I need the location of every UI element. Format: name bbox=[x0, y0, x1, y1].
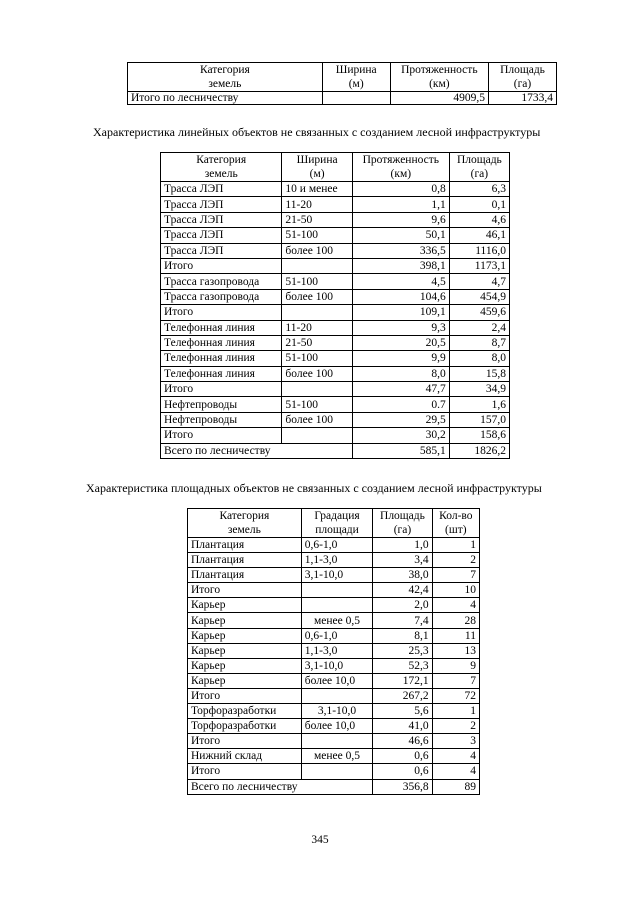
table-row bbox=[188, 598, 480, 613]
table-cell: 1,1-3,0 bbox=[301, 553, 372, 568]
table-row bbox=[161, 397, 510, 412]
table-cell: 4 bbox=[432, 598, 479, 613]
header-cell: Площадь (га) bbox=[373, 509, 432, 538]
table-cell: 21-50 bbox=[282, 212, 352, 227]
table-cell: 459,6 bbox=[449, 305, 509, 320]
table-cell: Трасса ЛЭП bbox=[161, 182, 282, 197]
table-cell: 34,9 bbox=[449, 382, 509, 397]
table-cell: Телефонная линия bbox=[161, 366, 282, 381]
table-cell: 1,1 bbox=[352, 197, 449, 212]
table-cell: 46,6 bbox=[373, 734, 432, 749]
table-cell: 4,6 bbox=[449, 212, 509, 227]
table-cell: более 10,0 bbox=[301, 673, 372, 688]
table-cell bbox=[282, 382, 352, 397]
table-cell: 4 bbox=[432, 764, 479, 779]
area-header-row bbox=[188, 509, 480, 538]
table-cell: 8,7 bbox=[449, 335, 509, 350]
table-cell: 25,3 bbox=[373, 643, 432, 658]
table-cell: Итого bbox=[188, 583, 302, 598]
table-cell: 7 bbox=[432, 568, 479, 583]
table-cell: Карьер bbox=[188, 673, 302, 688]
table-cell: более 10,0 bbox=[301, 719, 372, 734]
table-cell bbox=[282, 428, 352, 443]
table-row bbox=[188, 673, 480, 688]
table-cell: 398,1 bbox=[352, 258, 449, 273]
table-row bbox=[188, 719, 480, 734]
table-cell: Итого bbox=[188, 764, 302, 779]
table-cell: 41,0 bbox=[373, 719, 432, 734]
total-area: 1733,4 bbox=[489, 92, 557, 105]
table-cell: Итого bbox=[161, 305, 282, 320]
table-row bbox=[161, 228, 510, 243]
total-length: 4909,5 bbox=[390, 92, 488, 105]
table-cell: 4 bbox=[432, 749, 479, 764]
table-cell: Нижний склад bbox=[188, 749, 302, 764]
total-row bbox=[161, 443, 510, 458]
header-cell: Кол-во (шт) bbox=[432, 509, 479, 538]
table-cell: 0,8 bbox=[352, 182, 449, 197]
table-cell: 0.7 bbox=[352, 397, 449, 412]
table-cell: Трасса ЛЭП bbox=[161, 212, 282, 227]
table-cell: 109,1 bbox=[352, 305, 449, 320]
total-value: 1826,2 bbox=[449, 443, 509, 458]
header-cell: Ширина (м) bbox=[282, 153, 352, 182]
table-cell: 336,5 bbox=[352, 243, 449, 258]
table-cell: Карьер bbox=[188, 613, 302, 628]
table-cell: 5,6 bbox=[373, 704, 432, 719]
table-cell: Карьер bbox=[188, 598, 302, 613]
table-cell: Плантация bbox=[188, 553, 302, 568]
table-row bbox=[188, 704, 480, 719]
table-cell: 8,0 bbox=[352, 366, 449, 381]
table-cell: 46,1 bbox=[449, 228, 509, 243]
table-row bbox=[188, 628, 480, 643]
table-cell: 15,8 bbox=[449, 366, 509, 381]
table-cell: Трасса ЛЭП bbox=[161, 228, 282, 243]
table-cell: менее 0,5 bbox=[301, 749, 372, 764]
table-cell: 1,6 bbox=[449, 397, 509, 412]
linear-objects-caption: Характеристика линейных объектов не связанных с созданием лесной инфраструктуры bbox=[93, 125, 541, 139]
table-cell: 10 bbox=[432, 583, 479, 598]
table-cell: Трасса газопровода bbox=[161, 289, 282, 304]
table-cell: Телефонная линия bbox=[161, 351, 282, 366]
table-cell: более 100 bbox=[282, 366, 352, 381]
table-cell bbox=[301, 583, 372, 598]
table-cell: 1 bbox=[432, 704, 479, 719]
table-cell: 30,2 bbox=[352, 428, 449, 443]
table-cell: 157,0 bbox=[449, 412, 509, 427]
table-row bbox=[161, 351, 510, 366]
table-row bbox=[161, 412, 510, 427]
header-cell: Протяженность (км) bbox=[352, 153, 449, 182]
table-cell bbox=[301, 598, 372, 613]
table-cell: Нефтепроводы bbox=[161, 397, 282, 412]
table-cell: 1173,1 bbox=[449, 258, 509, 273]
table-cell: менее 0,5 bbox=[301, 613, 372, 628]
table-cell bbox=[282, 305, 352, 320]
table-cell: 50,1 bbox=[352, 228, 449, 243]
table-cell bbox=[301, 764, 372, 779]
table-cell: 2,4 bbox=[449, 320, 509, 335]
table-row bbox=[188, 688, 480, 703]
total-value: 585,1 bbox=[352, 443, 449, 458]
table-cell bbox=[301, 688, 372, 703]
table-cell: 29,5 bbox=[352, 412, 449, 427]
table-cell: Итого bbox=[188, 688, 302, 703]
table-cell: 4,5 bbox=[352, 274, 449, 289]
table-cell: Плантация bbox=[188, 568, 302, 583]
total-label: Итого по лесничеству bbox=[128, 92, 323, 105]
table-cell: 8,0 bbox=[449, 351, 509, 366]
linear-objects-table bbox=[160, 152, 510, 459]
summary-table bbox=[127, 62, 557, 105]
table-row bbox=[161, 274, 510, 289]
table-row bbox=[161, 382, 510, 397]
table-cell: Торфоразработки bbox=[188, 704, 302, 719]
header-cell: Ширина (м) bbox=[322, 63, 390, 92]
area-objects-table bbox=[187, 508, 480, 795]
table-row bbox=[188, 568, 480, 583]
table-row bbox=[188, 643, 480, 658]
table-cell: Карьер bbox=[188, 658, 302, 673]
table-cell: Трасса ЛЭП bbox=[161, 197, 282, 212]
table-cell: 51-100 bbox=[282, 274, 352, 289]
table-cell: Плантация bbox=[188, 538, 302, 553]
header-cell: Площадь (га) bbox=[489, 63, 557, 92]
table-cell: 7,4 bbox=[373, 613, 432, 628]
table-cell: Карьер bbox=[188, 643, 302, 658]
table-row bbox=[161, 305, 510, 320]
table-row bbox=[188, 613, 480, 628]
table-cell: 2,0 bbox=[373, 598, 432, 613]
table-cell: 3,1-10,0 bbox=[301, 704, 372, 719]
table-cell: 1 bbox=[432, 538, 479, 553]
table-cell: 51-100 bbox=[282, 351, 352, 366]
table-cell: 104,6 bbox=[352, 289, 449, 304]
table-cell: 11-20 bbox=[282, 197, 352, 212]
table-cell: 1,0 bbox=[373, 538, 432, 553]
table-row bbox=[188, 749, 480, 764]
table-row bbox=[188, 764, 480, 779]
table-cell: 72 bbox=[432, 688, 479, 703]
header-cell: Протяженность (км) bbox=[390, 63, 488, 92]
table-cell: 9 bbox=[432, 658, 479, 673]
table-cell: 0,6-1,0 bbox=[301, 628, 372, 643]
table-cell: 454,9 bbox=[449, 289, 509, 304]
table-row bbox=[161, 182, 510, 197]
table-cell: 13 bbox=[432, 643, 479, 658]
table-cell: 52,3 bbox=[373, 658, 432, 673]
table-cell: Трасса ЛЭП bbox=[161, 243, 282, 258]
table-row bbox=[188, 538, 480, 553]
table-cell: 11-20 bbox=[282, 320, 352, 335]
linear-header-row bbox=[161, 153, 510, 182]
table-cell: 0,6-1,0 bbox=[301, 538, 372, 553]
table-row bbox=[161, 428, 510, 443]
total-label: Всего по лесничеству bbox=[188, 779, 373, 794]
table-cell: Итого bbox=[161, 382, 282, 397]
header-cell: Градация площади bbox=[301, 509, 372, 538]
header-cell: Площадь (га) bbox=[449, 153, 509, 182]
table-cell: 1,1-3,0 bbox=[301, 643, 372, 658]
table-row bbox=[161, 320, 510, 335]
table-cell: 21-50 bbox=[282, 335, 352, 350]
table-cell bbox=[301, 734, 372, 749]
area-objects-caption: Характеристика площадных объектов не связанных с созданием лесной инфраструктуры bbox=[86, 481, 542, 495]
table-cell: Трасса газопровода bbox=[161, 274, 282, 289]
table-cell: Нефтепроводы bbox=[161, 412, 282, 427]
table-row bbox=[161, 335, 510, 350]
table-row bbox=[188, 658, 480, 673]
table-row bbox=[161, 366, 510, 381]
table-row bbox=[161, 243, 510, 258]
header-cell: Категория земель bbox=[161, 153, 282, 182]
table-cell: Торфоразработки bbox=[188, 719, 302, 734]
table-cell: 11 bbox=[432, 628, 479, 643]
table-cell: 47,7 bbox=[352, 382, 449, 397]
header-cell: Категория земель bbox=[188, 509, 302, 538]
table-row bbox=[188, 583, 480, 598]
table-cell bbox=[282, 258, 352, 273]
table-cell: 8,1 bbox=[373, 628, 432, 643]
table-cell: Телефонная линия bbox=[161, 335, 282, 350]
table-cell: 9,6 bbox=[352, 212, 449, 227]
table-cell: 10 и менее bbox=[282, 182, 352, 197]
table-cell: 2 bbox=[432, 553, 479, 568]
table-cell: 38,0 bbox=[373, 568, 432, 583]
table-row bbox=[161, 289, 510, 304]
table-cell: 172,1 bbox=[373, 673, 432, 688]
table-cell: 2 bbox=[432, 719, 479, 734]
table-cell: 1116,0 bbox=[449, 243, 509, 258]
table-cell: более 100 bbox=[282, 243, 352, 258]
table-cell: 4,7 bbox=[449, 274, 509, 289]
table-row bbox=[161, 258, 510, 273]
summary-total-row bbox=[128, 92, 557, 105]
table-cell: Итого bbox=[188, 734, 302, 749]
table-cell: 0,1 bbox=[449, 197, 509, 212]
table-cell: 51-100 bbox=[282, 397, 352, 412]
table-row bbox=[161, 197, 510, 212]
table-cell: 3,1-10,0 bbox=[301, 658, 372, 673]
summary-header-row bbox=[128, 63, 557, 92]
table-cell: 28 bbox=[432, 613, 479, 628]
table-cell: 3,1-10,0 bbox=[301, 568, 372, 583]
table-cell: 9,3 bbox=[352, 320, 449, 335]
total-label: Всего по лесничеству bbox=[161, 443, 353, 458]
table-cell: 42,4 bbox=[373, 583, 432, 598]
table-cell: 0,6 bbox=[373, 764, 432, 779]
table-cell: 0,6 bbox=[373, 749, 432, 764]
header-cell: Категория земель bbox=[128, 63, 323, 92]
table-cell: 6,3 bbox=[449, 182, 509, 197]
table-row bbox=[188, 553, 480, 568]
total-value: 89 bbox=[432, 779, 479, 794]
table-cell: более 100 bbox=[282, 289, 352, 304]
table-cell: 7 bbox=[432, 673, 479, 688]
total-row bbox=[188, 779, 480, 794]
table-cell: Итого bbox=[161, 258, 282, 273]
table-cell: более 100 bbox=[282, 412, 352, 427]
table-cell: Карьер bbox=[188, 628, 302, 643]
table-cell: Телефонная линия bbox=[161, 320, 282, 335]
table-row bbox=[188, 734, 480, 749]
total-value: 356,8 bbox=[373, 779, 432, 794]
table-cell: 9,9 bbox=[352, 351, 449, 366]
table-cell: 267,2 bbox=[373, 688, 432, 703]
table-cell: 3,4 bbox=[373, 553, 432, 568]
table-cell: 20,5 bbox=[352, 335, 449, 350]
total-width bbox=[322, 92, 390, 105]
page-number: 345 bbox=[311, 834, 329, 846]
table-row bbox=[161, 212, 510, 227]
table-cell: 158,6 bbox=[449, 428, 509, 443]
table-cell: Итого bbox=[161, 428, 282, 443]
table-cell: 51-100 bbox=[282, 228, 352, 243]
table-cell: 3 bbox=[432, 734, 479, 749]
